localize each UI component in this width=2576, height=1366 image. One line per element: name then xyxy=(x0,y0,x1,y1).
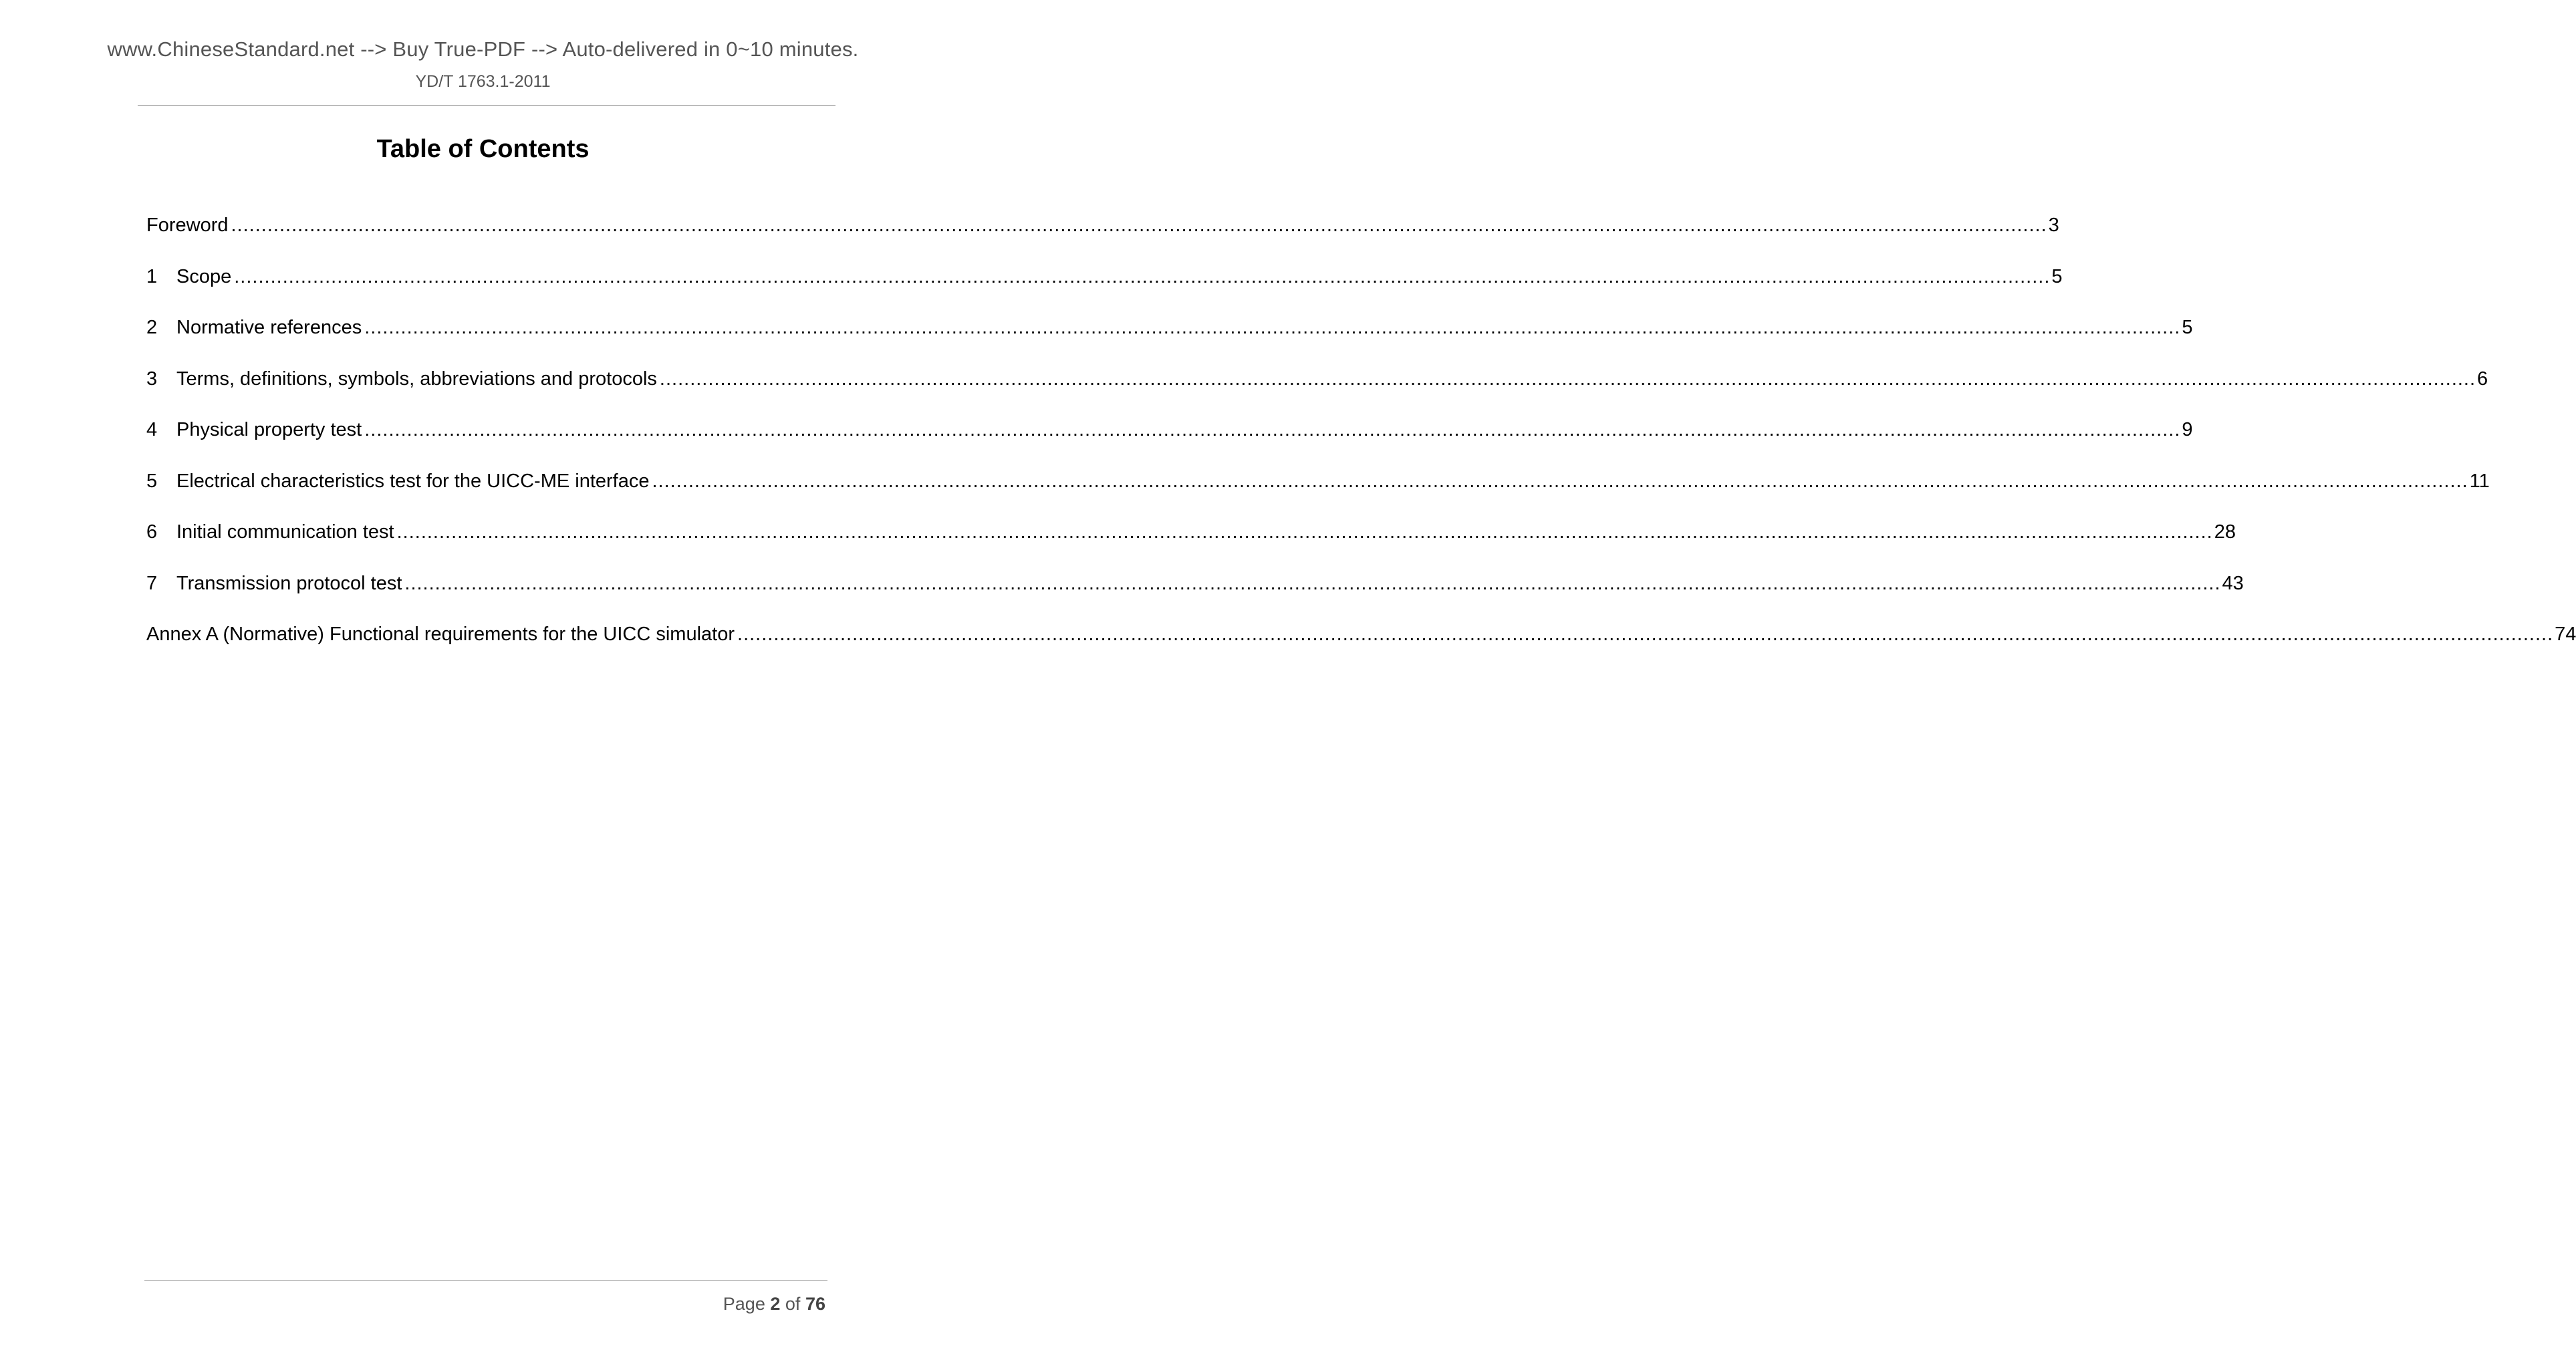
leader-dots: ............................................................................................................................................................................................................................................................................................................ xyxy=(234,265,2051,287)
toc-entry-number: 4 xyxy=(146,419,158,440)
toc-entry-title: Foreword xyxy=(146,215,229,236)
leader-dots: ............................................................................................................................................................................................................................................................................................................ xyxy=(396,521,2213,543)
toc-entry-page: 9 xyxy=(2182,419,2193,440)
leader-dots: ............................................................................................................................................................................................................................................................................................................ xyxy=(652,470,2468,492)
toc-entry-scope[interactable] xyxy=(146,265,2063,317)
toc-entry-number: 5 xyxy=(146,470,158,492)
total-pages-number: 76 xyxy=(805,1294,825,1314)
toc-entry-title: Terms, definitions, symbols, abbreviations and protocols xyxy=(176,368,657,390)
toc-entry-electrical-characteristics[interactable] xyxy=(146,470,2490,522)
of-word: of xyxy=(785,1294,801,1314)
table-of-contents xyxy=(146,215,2576,675)
toc-entry-initial-communication-test[interactable] xyxy=(146,521,2236,573)
toc-entry-page: 5 xyxy=(2051,265,2063,287)
toc-entry-page: 6 xyxy=(2477,368,2488,390)
toc-entry-page: 28 xyxy=(2214,521,2236,543)
leader-dots: ............................................................................................................................................................................................................................................................................................................ xyxy=(364,317,2181,338)
toc-entry-page: 43 xyxy=(2222,572,2244,594)
page-indicator xyxy=(723,1294,825,1315)
leader-dots: ............................................................................................................................................................................................................................................................................................................ xyxy=(737,624,2554,645)
page-word: Page xyxy=(723,1294,765,1314)
toc-entry-title: Physical property test xyxy=(176,419,362,440)
header-divider xyxy=(138,105,835,106)
toc-entry-title: Electrical characteristics test for the UICC-ME interface xyxy=(176,470,650,492)
leader-dots: ............................................................................................................................................................................................................................................................................................................ xyxy=(659,368,2476,390)
toc-entry-number: 6 xyxy=(146,521,158,543)
toc-entry-title: Transmission protocol test xyxy=(176,572,402,594)
toc-entry-page: 5 xyxy=(2182,317,2193,338)
toc-entry-page: 3 xyxy=(2048,215,2059,236)
toc-entry-number: 2 xyxy=(146,317,158,338)
toc-entry-normative-references[interactable] xyxy=(146,317,2193,368)
toc-entry-annex-a[interactable] xyxy=(146,624,2576,675)
toc-entry-title: Annex A (Normative) Functional requirements for the UICC simulator xyxy=(146,624,735,645)
toc-entry-terms-definitions[interactable] xyxy=(146,368,2488,420)
toc-entry-title: Initial communication test xyxy=(176,521,394,543)
document-number: YD/T 1763.1-2011 xyxy=(415,72,551,91)
toc-entry-transmission-protocol-test[interactable] xyxy=(146,572,2244,624)
page-title: Table of Contents xyxy=(376,135,590,163)
leader-dots: ............................................................................................................................................................................................................................................................................................................ xyxy=(364,419,2181,440)
toc-entry-number: 1 xyxy=(146,265,158,287)
footer-divider xyxy=(144,1280,827,1281)
leader-dots: ............................................................................................................................................................................................................................................................................................................ xyxy=(404,572,2221,594)
leader-dots: ............................................................................................................................................................................................................................................................................................................ xyxy=(231,215,2047,236)
toc-entry-title: Scope xyxy=(176,265,232,287)
current-page-number: 2 xyxy=(770,1294,781,1314)
toc-entry-number: 3 xyxy=(146,368,158,390)
toc-entry-foreword[interactable] xyxy=(146,215,2059,266)
toc-entry-physical-property-test[interactable] xyxy=(146,419,2193,470)
toc-entry-title: Normative references xyxy=(176,317,362,338)
toc-entry-number: 7 xyxy=(146,572,158,594)
toc-entry-page: 11 xyxy=(2469,470,2490,492)
toc-entry-page: 74 xyxy=(2555,624,2576,645)
source-banner: www.ChineseStandard.net --> Buy True-PDF --> Auto-delivered in 0~10 minutes. xyxy=(107,37,859,61)
